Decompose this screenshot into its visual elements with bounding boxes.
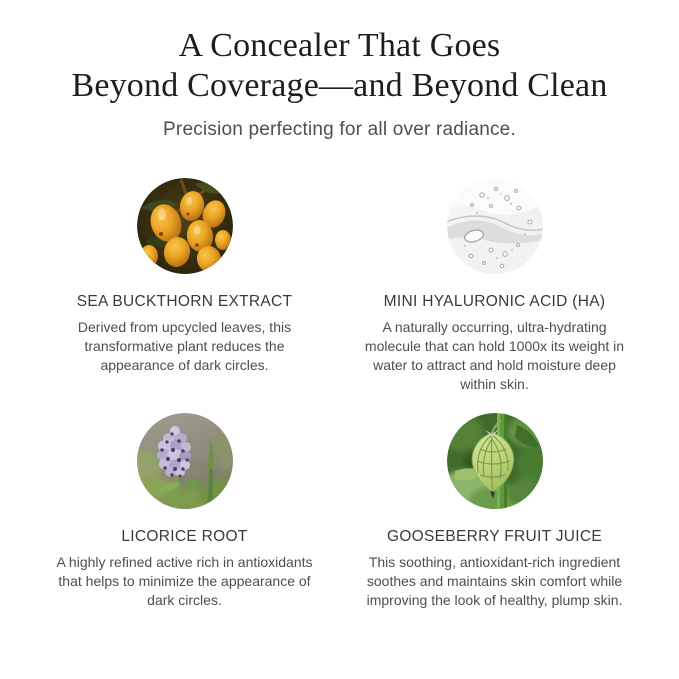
header xyxy=(0,0,679,141)
ingredient-card-hyaluronic-acid xyxy=(345,178,645,395)
ingredient-description: A naturally occurring, ultra-hydrating molecule that can hold 1000x its weight in water to attract and hold moisture deep within skin. xyxy=(364,318,625,393)
title-line-2: Beyond Coverage—and Beyond Clean xyxy=(71,66,608,104)
sea-buckthorn-berries-photo xyxy=(137,178,233,274)
gooseberry-fruit-image xyxy=(447,413,543,509)
gooseberry-fruit-photo xyxy=(447,413,543,509)
clear-gel-texture-photo xyxy=(447,178,543,274)
ingredient-name: GOOSEBERRY FRUIT JUICE xyxy=(386,527,603,545)
ingredient-name: SEA BUCKTHORN EXTRACT xyxy=(76,292,293,310)
ingredient-grid xyxy=(0,178,679,611)
ingredient-card-sea-buckthorn xyxy=(35,178,335,395)
ingredient-description: Derived from upcycled leaves, this transformative plant reduces the appearance of dark circles. xyxy=(77,318,292,374)
ingredient-card-gooseberry xyxy=(345,413,645,611)
licorice-flower-image xyxy=(137,413,233,509)
title-line-1: A Concealer That Goes xyxy=(178,27,501,64)
ingredient-card-licorice-root xyxy=(35,413,335,611)
ingredient-description: A highly refined active rich in antioxidants that helps to minimize the appearance of dark circles. xyxy=(56,553,313,609)
ingredient-name: LICORICE ROOT xyxy=(121,527,248,545)
page-title xyxy=(0,26,679,106)
subtitle: Precision perfecting for all over radiance. xyxy=(163,118,516,140)
licorice-flower-photo xyxy=(137,413,233,509)
ingredient-description: This soothing, antioxidant-rich ingredient soothes and maintains skin comfort while improving the look of healthy, plump skin. xyxy=(366,553,623,609)
clear-gel-texture-image xyxy=(447,178,543,274)
sea-buckthorn-berries-image xyxy=(137,178,233,274)
ingredient-name: MINI HYALURONIC ACID (HA) xyxy=(383,292,606,310)
